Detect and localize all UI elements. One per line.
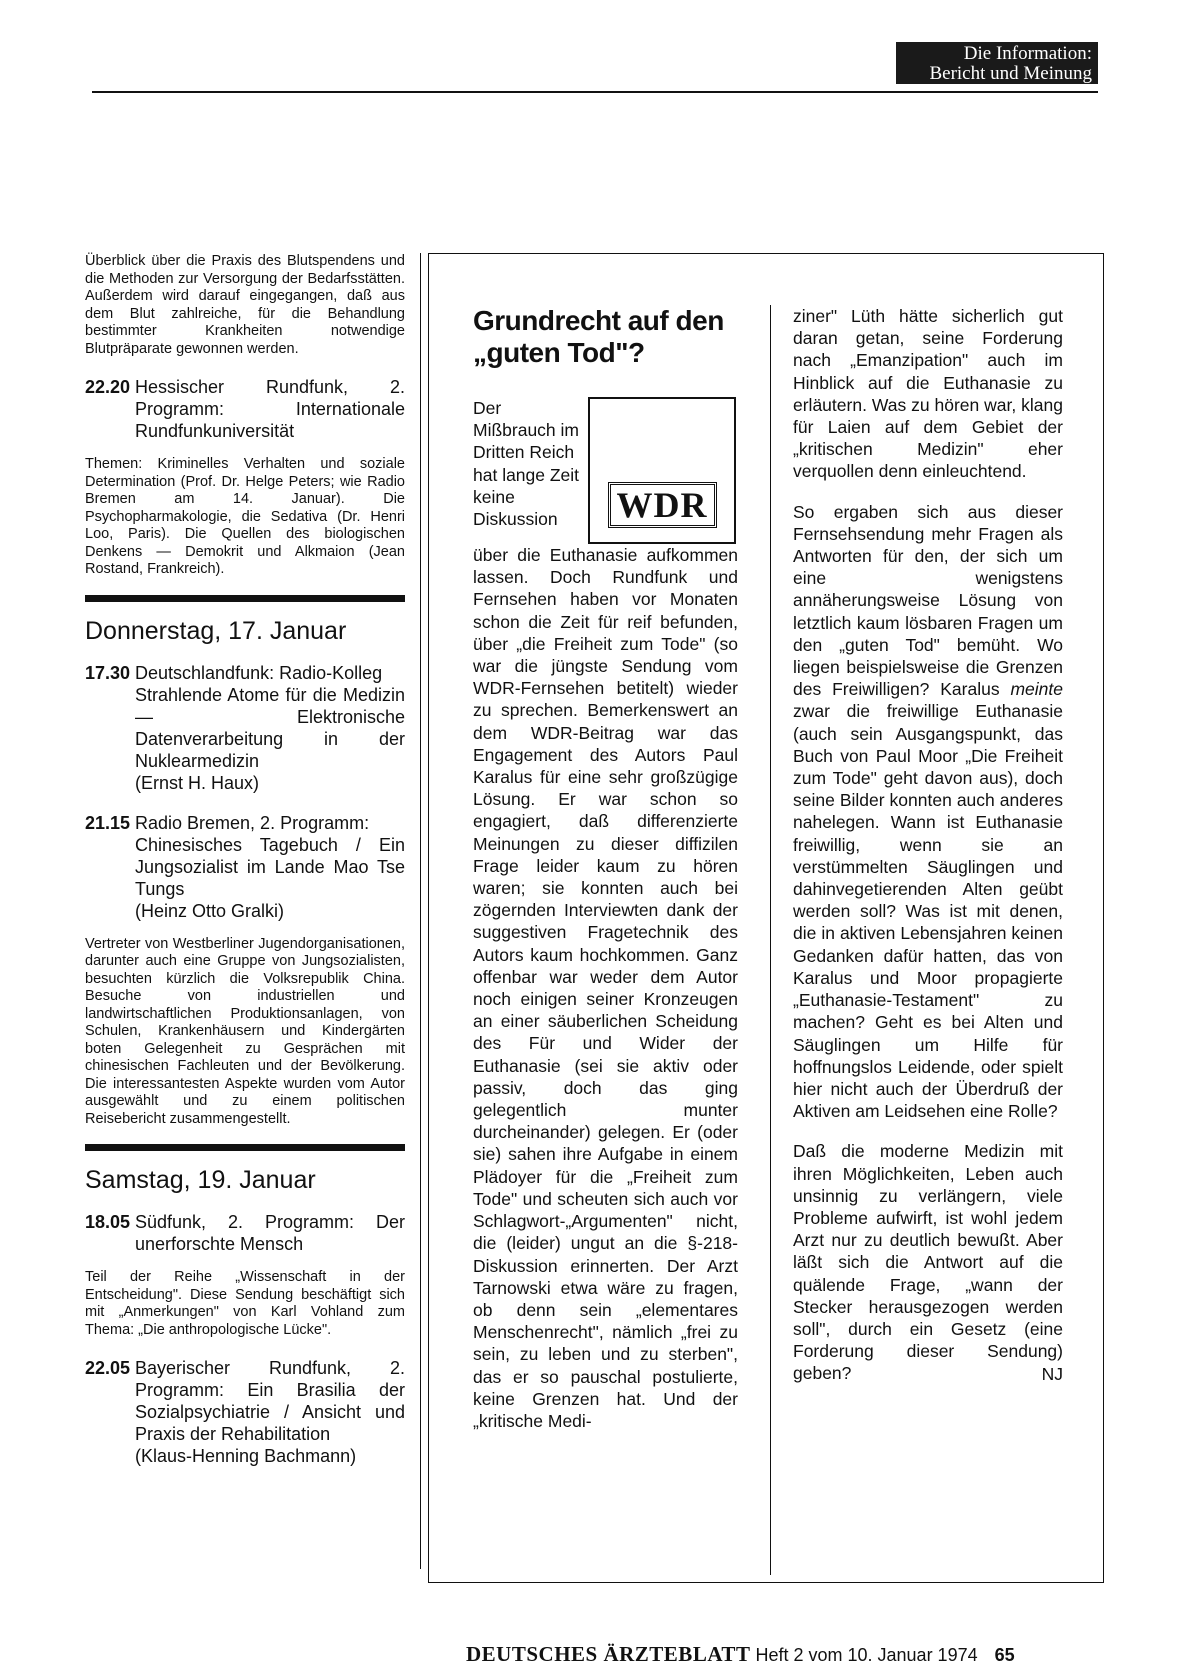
emphasis: meinte <box>1010 679 1063 700</box>
day-divider-bar <box>85 1144 405 1151</box>
program-author: (Ernst H. Haux) <box>135 772 260 793</box>
program-title: Chinesisches Tagebuch / Ein Jungsozialist im Lande Mao Tse Tungs <box>135 834 405 899</box>
program-entry <box>85 812 405 922</box>
day-heading: Donnerstag, 17. Januar <box>85 616 347 645</box>
wdr-logo: WDR <box>608 482 717 528</box>
program-time: 18.05 <box>85 1212 131 1232</box>
author-signature: NJ <box>1041 1363 1063 1384</box>
magazine-name: DEUTSCHES ÄRZTEBLATT <box>466 1642 751 1666</box>
program-time: 22.05 <box>85 1358 131 1378</box>
section-label-line1: Die Information: <box>963 43 1092 64</box>
program-description: Vertreter von Westberliner Jugendorganisationen, darunter auch eine Gruppe von Jungsozialisten, besuchten kürzlich die Volksrepublik China. Besuche von industriellen und landwirtschaftlichen Produktionsanlagen, von Schulen, Krankenhäusern und Kindergärten boten Gelegenheit zu Gesprächen mit chinesischen Fachleuten und der Bevölkerung. Die interessantesten Aspekte wurden vom Autor ausgewählt und zu einem politischen Reisebericht zusammengestellt. <box>85 935 405 1127</box>
program-title: Hessischer Rundfunk, 2. Programm: Internationale Rundfunkuniversität <box>135 377 405 441</box>
program-author: (Klaus-Henning Bachmann) <box>135 1446 357 1466</box>
program-time: 21.15 <box>85 812 131 833</box>
article-intro: Der Mißbrauch im Dritten Reich hat lange Zeit keine Diskussion <box>473 398 580 530</box>
header-rule <box>92 91 1098 93</box>
page-footer <box>466 1642 1015 1667</box>
program-time: 22.20 <box>85 377 131 397</box>
program-title: Südfunk, 2. Programm: Der unerforschte Mensch <box>135 1212 405 1254</box>
article-paragraph: So ergaben sich aus dieser Fernsehsendung mehr Fragen als Antworten für den, der sich um eine wenigstens annäherungsweise Lösung von letztlich kaum lösbaren Fragen um den „guten Tod" bemüht. Wo liegen beispielsweise die Grenzen des Freiwilligen? Karalus meinte zwar die freiwillige Euthanasie (auch sein Ausgangspunkt, das Buch von Paul Moor „Die Freiheit zum Tode" geht davon aus), doch seine Bilder konnten auch anderes nahelegen. Wann ist Euthanasie freiwillig, wenn sie an verstümmelten Säuglingen und dahinvegetierenden Alten geübt werden soll? Was ist mit denen, die in aktiven Lebensjahren keinen Gedanken dafür hatten, das von Karalus und Moor propagierte „Euthanasie-Testament" zu machen? Geht es bei Alten und Säuglingen um Hilfe für hoffnungslos Leidende, oder spielt hier nicht auch der Überdruß der Aktiven am Leidsehen eine Rolle? <box>793 501 1063 1122</box>
section-label-line2: Bericht und Meinung <box>929 63 1092 84</box>
section-label <box>896 42 1098 84</box>
page-number: 65 <box>994 1645 1015 1665</box>
article-paragraph: ziner" Lüth hätte sicherlich gut daran getan, seine Forderung nach „Emanzipation" auch im Hinblick auf die Euthanasie zu erläutern. Was zu hören war, klang für Laien auf dem Gebiet der „kritischen Medizin" eher verquollen denn einleuchtend. <box>793 306 1063 482</box>
day-divider-bar <box>85 595 405 602</box>
column-rule <box>420 253 421 1569</box>
issue-info: Heft 2 vom 10. Januar 1974 <box>755 1645 978 1665</box>
program-station: Radio Bremen, 2. Programm: <box>135 812 370 833</box>
article-headline: Grundrecht auf den „guten Tod"? <box>473 305 724 368</box>
wdr-logo-box <box>588 397 736 544</box>
program-entry <box>85 1357 405 1467</box>
article-paragraph: Daß die moderne Medizin mit ihren Möglichkeiten, Leben auch unsinnig zu verlängern, viele Probleme aufwirft, ist wohl jedem Arzt nur zu deutlich bewußt. Aber läßt sich die Antwort auf die quälende Frage, „wann der Stecker herausgezogen werden soll", durch ein Gesetz (eine Forderung dieser Sendung) geben? <box>793 1141 1063 1384</box>
day-heading: Samstag, 19. Januar <box>85 1166 316 1194</box>
article-column-2 <box>793 305 1063 1385</box>
program-description: Themen: Kriminelles Verhalten und soziale Determination (Prof. Dr. Helge Peters; wie Radio Bremen am 14. Januar). Die Psychopharmakologie, die Sedativa (Dr. Henri Loo, Paris). Die Quellen des biologischen Denkens — Demokrit und Alkmaion (Jean Rostand, Frankreich). <box>85 456 405 577</box>
program-entry <box>85 1211 405 1255</box>
article-column-rule <box>770 305 771 1575</box>
program-listings-column <box>85 253 405 1467</box>
program-title: Bayerischer Rundfunk, 2. Programm: Ein Brasilia der Sozialpsychiatrie / Ansicht und Praxis der Rehabilitation <box>135 1358 405 1444</box>
program-title: Strahlende Atome für die Medizin — Elektronische Datenverarbeitung in der Nuklearmedizin <box>135 684 405 771</box>
program-author: (Heinz Otto Gralki) <box>135 900 285 921</box>
program-time: 17.30 <box>85 662 131 683</box>
program-description: Teil der Reihe „Wissenschaft in der Entscheidung". Diese Sendung beschäftigt sich mit „Anmerkungen" von Karl Vohland zum Thema: „Die anthropologische Lücke". <box>85 1269 405 1338</box>
program-entry <box>85 376 405 442</box>
program-station: Deutschlandfunk: Radio-Kolleg <box>135 662 383 683</box>
article-body: über die Euthanasie aufkommen lassen. Doch Rundfunk und Fernsehen haben vor Monaten schon die Zeit für reif befunden, über „die Freiheit zum Tode" (so war die jüngste Sendung vom WDR-Fernsehen betitelt) wieder zu sprechen. Bemerkenswert an dem WDR-Beitrag war das Engagement des Autors Paul Karalus für eine sehr großzügige Lösung. Er war schon so engagiert, daß differenzierte Meinungen zu dieser diffizilen Frage leider kaum zu hören waren; sie konnten auch bei zögernden Interviewten dank der suggestiven Fragetechnik des Autors kaum hochkommen. Ganz offenbar war weder dem Autor noch einigen seiner Kronzeugen an einer säuberlichen Scheidung des Für und Wider der Euthanasie (sei sie aktiv oder passiv, doch das ging gelegentlich munter durcheinander) gelegen. Er (oder sie) sahen ihre Aufgabe in einem Plädoyer für die „Freiheit zum Tode" und scheuten sich auch vor Schlagwort-„Argumenten" nicht, die (leider) ungut an die §-218-Diskussion erinnerten. Der Arzt Tarnowski etwa wäre zu fragen, ob denn sein „elementares Menschenrecht", nämlich „frei zu sein, zu leben und zu sterben", das er so pauschal postulierte, keine Grenzen hat. Und der „kritische Medi- <box>473 545 738 1431</box>
program-entry <box>85 662 405 794</box>
article-column-1 <box>473 305 738 1432</box>
intro-paragraph: Überblick über die Praxis des Blutspendens und die Methoden zur Versorgung der Bedarfsstätten. Außerdem wird darauf eingegangen, daß aus dem Blut zahlreiche, für die Behandlung bestimmter Krankheiten notwendige Blutpräparate gewonnen werden. <box>85 253 405 357</box>
